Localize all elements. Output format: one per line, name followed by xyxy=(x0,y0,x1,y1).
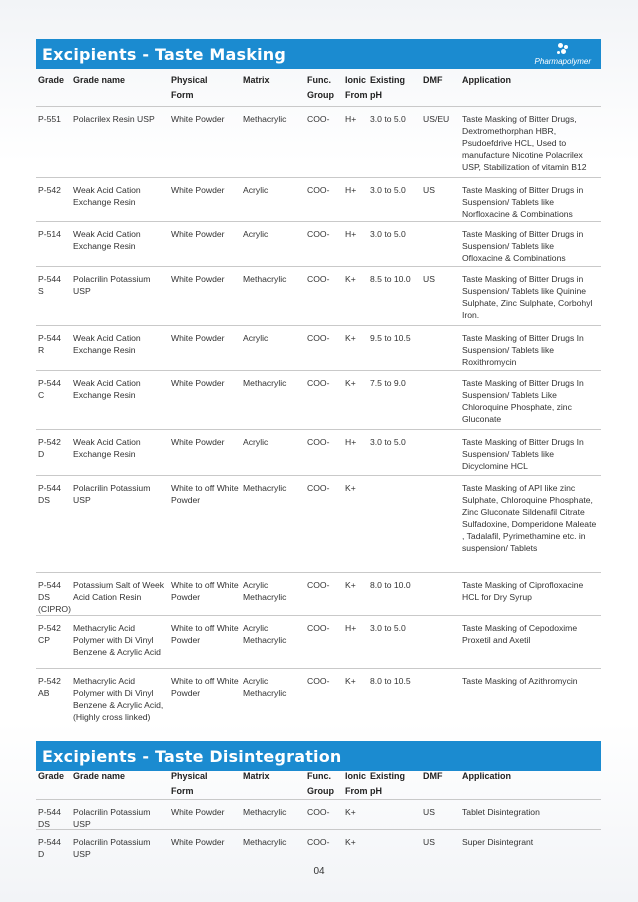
cell-grade: P-514 xyxy=(38,229,61,239)
cell-dmf xyxy=(423,579,462,615)
cell-grade-name: Potassium Salt of Week Acid Cation Resin xyxy=(73,580,165,602)
cell-func-group: COO- xyxy=(307,676,330,686)
cell-func-group: COO- xyxy=(307,378,330,388)
brand-name: Pharmapolymer xyxy=(534,56,591,66)
cell-grade: P-542 AB xyxy=(38,676,61,698)
cell-grade-name: Polacrilin Potassium USP xyxy=(73,483,151,505)
cell-existing-ph xyxy=(370,806,423,830)
cell-existing-ph xyxy=(370,836,423,860)
cell-application: Taste Masking of Bitter Drugs, Dextromethorphan HBR, Psudoefdrive HCL, Used to manufacture Nicotine Polacrilex USP, Stabilization of vitamin B12 xyxy=(462,114,587,172)
cell-matrix: Methacrylic xyxy=(243,274,287,284)
cell-existing-ph: 3.0 to 5.0 xyxy=(370,623,406,633)
cell-grade: P-551 xyxy=(38,114,61,124)
cell-ionic-from: K+ xyxy=(345,378,356,388)
cell-application: Taste Masking of Ciprofloxacine HCL for Dry Syrup xyxy=(462,580,584,602)
cell-existing-ph: 9.5 to 10.5 xyxy=(370,333,411,343)
header-existing-ph: Existing pH xyxy=(370,771,406,796)
cell-physical-form: White to off White Powder xyxy=(171,623,239,645)
cell-ionic-from: H+ xyxy=(345,437,357,447)
cell-matrix: Methacrylic xyxy=(243,837,287,847)
cell-physical-form: White Powder xyxy=(171,437,225,447)
cell-existing-ph: 3.0 to 5.0 xyxy=(370,185,406,195)
cell-matrix: Acrylic xyxy=(243,185,269,195)
header-ionic-from: Ionic From xyxy=(345,771,368,796)
cell-dmf xyxy=(423,622,462,658)
header-func-group: Func. Group xyxy=(307,771,334,796)
header-matrix: Matrix xyxy=(243,75,270,85)
header-dmf: DMF xyxy=(423,75,443,85)
table-row xyxy=(36,799,601,830)
cell-dmf xyxy=(423,377,462,425)
table-row xyxy=(36,177,601,220)
cell-dmf: US xyxy=(423,185,435,195)
cell-matrix: Acrylic Methacrylic xyxy=(243,676,287,698)
cell-ionic-from: H+ xyxy=(345,229,357,239)
cell-func-group: COO- xyxy=(307,114,330,124)
cell-ionic-from: K+ xyxy=(345,580,356,590)
cell-dmf xyxy=(423,436,462,472)
header-func-group: Func. Group xyxy=(307,75,334,100)
cell-grade-name: Weak Acid Cation Exchange Resin xyxy=(73,378,141,400)
section-title: Excipients - Taste Masking xyxy=(42,44,287,64)
cell-existing-ph: 3.0 to 5.0 xyxy=(370,437,406,447)
cell-matrix: Methacrylic xyxy=(243,483,287,493)
cell-application: Taste Masking of Bitter Drugs in Suspension/ Tablets like Norfloxacine & Combinations xyxy=(462,185,584,219)
cell-matrix: Acrylic xyxy=(243,333,269,343)
cell-grade: P-544 S xyxy=(38,274,61,296)
cell-existing-ph: 7.5 to 9.0 xyxy=(370,378,406,388)
cell-grade-name: Weak Acid Cation Exchange Resin xyxy=(73,333,141,355)
cell-func-group: COO- xyxy=(307,274,330,284)
cell-physical-form: White Powder xyxy=(171,229,225,239)
cell-application: Taste Masking of Bitter Drugs In Suspension/ Tablets like Dicyclomine HCL xyxy=(462,437,584,471)
cell-physical-form: White to off White Powder xyxy=(171,580,239,602)
cell-existing-ph: 8.0 to 10.0 xyxy=(370,580,411,590)
cell-physical-form: White Powder xyxy=(171,837,225,847)
cell-func-group: COO- xyxy=(307,229,330,239)
header-grade: Grade xyxy=(38,771,65,781)
molecule-icon xyxy=(555,43,571,57)
cell-dmf xyxy=(423,675,462,723)
cell-grade: P-544 R xyxy=(38,333,61,355)
section-banner-taste-disintegration xyxy=(36,741,601,771)
cell-func-group: COO- xyxy=(307,185,330,195)
table-row xyxy=(36,829,601,860)
cell-ionic-from: H+ xyxy=(345,114,357,124)
header-grade-name: Grade name xyxy=(73,771,126,781)
cell-application: Taste Masking of Azithromycin xyxy=(462,676,578,686)
cell-func-group: COO- xyxy=(307,837,330,847)
cell-physical-form: White Powder xyxy=(171,807,225,817)
cell-application: Taste Masking of Cepodoxime Proxetil and Axetil xyxy=(462,623,578,645)
header-dmf: DMF xyxy=(423,771,443,781)
table-header xyxy=(36,73,601,103)
table-row xyxy=(36,475,601,554)
cell-dmf xyxy=(423,332,462,368)
section-title: Excipients - Taste Disintegration xyxy=(42,746,342,766)
cell-application: Taste Masking of Bitter Drugs in Suspension/ Tablets like Ofloxacine & Combinations xyxy=(462,229,584,263)
cell-matrix: Methacrylic xyxy=(243,114,287,124)
header-matrix: Matrix xyxy=(243,771,270,781)
table-row xyxy=(36,615,601,658)
header-grade-name: Grade name xyxy=(73,75,126,85)
cell-existing-ph xyxy=(370,482,423,554)
cell-physical-form: White Powder xyxy=(171,185,225,195)
table-header xyxy=(36,769,601,799)
cell-existing-ph: 3.0 to 5.0 xyxy=(370,229,406,239)
table-row xyxy=(36,370,601,425)
cell-grade-name: Polacrilin Potassium USP xyxy=(73,274,151,296)
table-row xyxy=(36,266,601,321)
cell-grade: P-544 DS xyxy=(38,483,61,505)
cell-matrix: Methacrylic xyxy=(243,378,287,388)
cell-matrix: Methacrylic xyxy=(243,807,287,817)
header-existing-ph: Existing pH xyxy=(370,75,406,100)
cell-ionic-from: K+ xyxy=(345,837,356,847)
header-physical-form: Physical Form xyxy=(171,771,208,796)
cell-physical-form: White to off White Powder xyxy=(171,676,239,698)
cell-grade-name: Weak Acid Cation Exchange Resin xyxy=(73,437,141,459)
cell-application: Taste Masking of Bitter Drugs In Suspension/ Tablets Like Chloroquine Phosphate, zinc Gluconate xyxy=(462,378,584,424)
cell-grade: P-544 C xyxy=(38,378,61,400)
header-grade: Grade xyxy=(38,75,65,85)
cell-ionic-from: K+ xyxy=(345,333,356,343)
cell-ionic-from: K+ xyxy=(345,274,356,284)
cell-ionic-from: K+ xyxy=(345,676,356,686)
cell-grade-name: Polacrilin Potassium USP xyxy=(73,837,151,859)
cell-grade: P-544 DS xyxy=(38,807,61,829)
cell-ionic-from: H+ xyxy=(345,623,357,633)
cell-grade-name: Methacrylic Acid Polymer with Di Vinyl Benzene & Acrylic Acid, (Highly cross linked) xyxy=(73,676,164,722)
cell-grade-name: Weak Acid Cation Exchange Resin xyxy=(73,185,141,207)
cell-grade-name: Methacrylic Acid Polymer with Di Vinyl Benzene & Acrylic Acid xyxy=(73,623,161,657)
cell-matrix: Acrylic Methacrylic xyxy=(243,580,287,602)
cell-ionic-from: K+ xyxy=(345,483,356,493)
cell-physical-form: White Powder xyxy=(171,114,225,124)
cell-ionic-from: H+ xyxy=(345,185,357,195)
cell-dmf xyxy=(423,482,462,554)
table-row xyxy=(36,106,601,173)
brand-logo xyxy=(535,43,591,66)
cell-func-group: COO- xyxy=(307,580,330,590)
cell-func-group: COO- xyxy=(307,623,330,633)
cell-func-group: COO- xyxy=(307,333,330,343)
cell-application: Super Disintegrant xyxy=(462,837,534,847)
table-row xyxy=(36,325,601,368)
cell-dmf: US xyxy=(423,807,435,817)
cell-grade: P-544 D xyxy=(38,837,61,859)
cell-dmf: US xyxy=(423,274,435,284)
cell-grade: P-542 xyxy=(38,185,61,195)
cell-grade-name: Weak Acid Cation Exchange Resin xyxy=(73,229,141,251)
cell-dmf: US/EU xyxy=(423,114,450,124)
page-number: 04 xyxy=(313,866,325,877)
header-physical-form: Physical Form xyxy=(171,75,208,100)
cell-physical-form: White Powder xyxy=(171,333,225,343)
cell-grade: P-542 D xyxy=(38,437,61,459)
cell-matrix: Acrylic Methacrylic xyxy=(243,623,287,645)
header-application: Application xyxy=(462,771,511,781)
cell-grade: P-544 DS (CIPRO) xyxy=(38,580,71,614)
cell-matrix: Acrylic xyxy=(243,437,269,447)
section-banner-taste-masking xyxy=(36,39,601,69)
cell-dmf xyxy=(423,228,462,264)
header-ionic-from: Ionic From xyxy=(345,75,368,100)
cell-physical-form: White Powder xyxy=(171,378,225,388)
cell-application: Taste Masking of Bitter Drugs In Suspension/ Tablets like Roxithromycin xyxy=(462,333,584,367)
cell-func-group: COO- xyxy=(307,437,330,447)
table-row xyxy=(36,221,601,264)
cell-grade: P-542 CP xyxy=(38,623,61,645)
cell-grade-name: Polacrilin Potassium USP xyxy=(73,807,151,829)
cell-ionic-from: K+ xyxy=(345,807,356,817)
cell-grade-name: Polacrilex Resin USP xyxy=(73,114,155,124)
cell-physical-form: White to off White Powder xyxy=(171,483,239,505)
cell-matrix: Acrylic xyxy=(243,229,269,239)
cell-application: Taste Masking of API like zinc Sulphate, Chloroquine Phosphate, Zinc Gluconate Sildenafil Citrate Sulfadoxine, Domperidone Maleate , Tadalafil, Pyrimethamine etc. in suspension/ Tablets xyxy=(462,483,597,553)
cell-func-group: COO- xyxy=(307,483,330,493)
cell-existing-ph: 8.0 to 10.5 xyxy=(370,676,411,686)
table-row xyxy=(36,429,601,472)
cell-existing-ph: 8.5 to 10.0 xyxy=(370,274,411,284)
cell-func-group: COO- xyxy=(307,807,330,817)
header-application: Application xyxy=(462,75,511,85)
cell-dmf: US xyxy=(423,837,435,847)
cell-physical-form: White Powder xyxy=(171,274,225,284)
cell-application: Taste Masking of Bitter Drugs in Suspension/ Tablets like Quinine Sulphate, Zinc Sulphate, Corbohyl Iron. xyxy=(462,274,593,320)
table-row xyxy=(36,668,601,723)
cell-application: Tablet Disintegration xyxy=(462,807,540,817)
cell-existing-ph: 3.0 to 5.0 xyxy=(370,114,406,124)
table-row xyxy=(36,572,601,615)
